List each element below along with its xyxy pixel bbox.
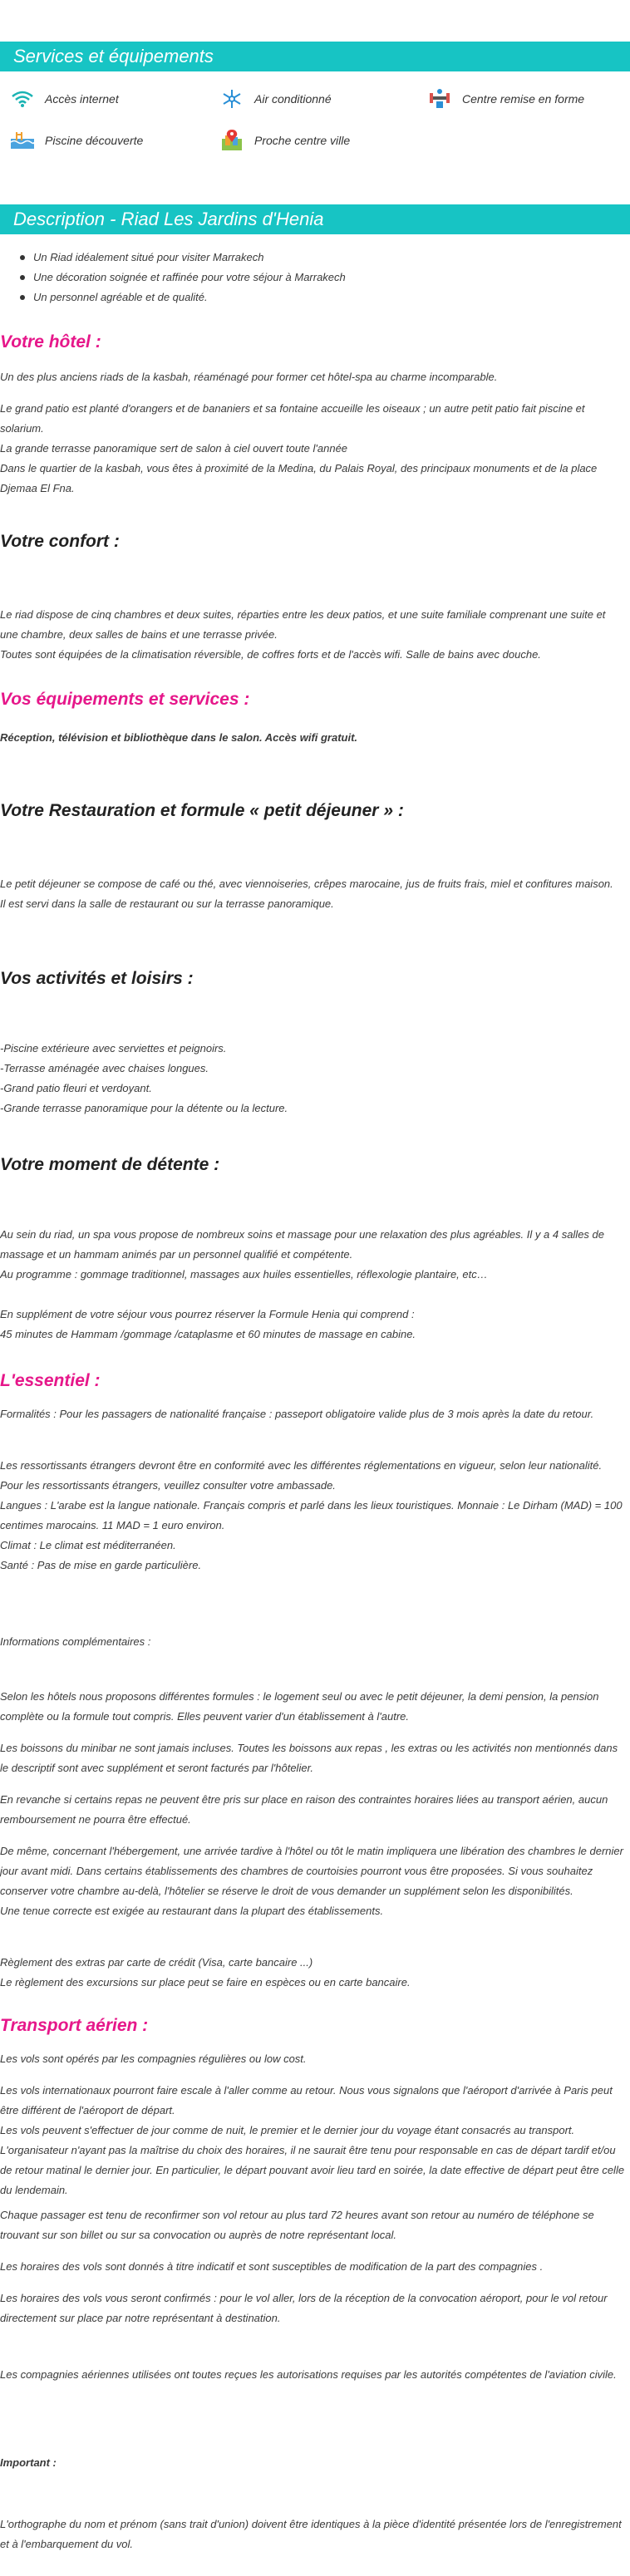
list-item: Une décoration soignée et raffinée pour votre séjour à Marrakech [20,268,346,288]
snowflake-icon [219,88,244,110]
paragraph-transport-6: Les compagnies aériennes utilisées ont toutes reçues les autorisations requises par les autorités compétentes de l'aviation civile. [0,2368,617,2381]
important-label: Important : [0,2456,57,2469]
services-heading: Services et équipements [0,42,630,71]
section-title-hotel: Votre hôtel : [0,332,101,351]
paragraph-hotel-2: Le grand patio est planté d'orangers et de bananiers et sa fontaine accueille les oiseaux ; un autre petit patio fait piscine et solarium. La grande terrasse panoramique sert de salon à ciel ouvert toute l'année Dans le quartier de la kasbah, vous êtes à proximité de la Medina, du Palais Royal, des principaux monuments et de la place Djemaa El Fna. [0,402,598,494]
paragraph-hotel-1: Un des plus anciens riads de la kasbah, réaménagé pour former cet hôtel-spa au charme incomparable. [0,371,498,383]
service-label: Proche centre ville [254,134,351,147]
service-aircon [219,88,332,110]
service-label: Piscine découverte [45,134,144,147]
service-fitness [427,88,584,110]
paragraph-info-3: En revanche si certains repas ne peuvent être pris sur place en raison des contraintes horaires liées au transport aérien, aucun remboursement ne pourra être effectué. [0,1793,608,1826]
list-item: Un personnel agréable et de qualité. [20,288,346,307]
paragraph-essentiel-2: Les ressortissants étrangers devront être en conformité avec les différentes réglementations en vigueur, selon leur nationalité. Pour les ressortissants étrangers, veuillez consulter votre ambassade. Langues : L'arabe est la langue nationale. Français compris et parlé dans les lieux touristiques. Monnaie : Le Dirham (MAD) = 100 centimes marocains. 11 MAD = 1 euro environ. Climat : Le climat est méditerranéen. Santé : Pas de mise en garde particulière. [0,1459,623,1571]
section-title-detente: Votre moment de détente : [0,1155,220,1174]
service-city [219,130,350,151]
paragraph-restauration: Le petit déjeuner se compose de café ou thé, avec viennoiseries, crêpes marocaine, jus de fruits frais, miel et confitures maison. Il est servi dans la salle de restaurant ou sur la terrasse panoramique. [0,878,613,910]
section-title-equipements: Vos équipements et services : [0,690,250,709]
city-pin-icon [219,130,244,151]
service-label: Centre remise en forme [462,92,585,106]
paragraph-essentiel-1: Formalités : Pour les passagers de nationalité française : passeport obligatoire valide plus de 3 mois après la date du retour. [0,1408,594,1420]
paragraph-detente-2: En supplément de votre séjour vous pourrez réserver la Formule Henia qui comprend : 45 minutes de Hammam /gommage /cataplasme et 60 minutes de massage en cabine. [0,1308,416,1340]
section-title-restauration: Votre Restauration et formule « petit déjeuner » : [0,801,404,820]
section-title-transport: Transport aérien : [0,2016,149,2035]
paragraph-transport-4: Les horaires des vols sont donnés à titre indicatif et sont susceptibles de modification de la part des compagnies . [0,2260,544,2273]
fitness-icon [427,88,452,110]
section-title-loisirs: Vos activités et loisirs : [0,969,194,988]
section-title-essentiel: L'essentiel : [0,1371,101,1390]
service-label: Accès internet [45,92,119,106]
paragraph-transport-3: Chaque passager est tenu de reconfirmer son vol retour au plus tard 72 heures avant son retour au numéro de téléphone se trouvant sur son billet ou sur sa convocation ou auprès de notre représentant local. [0,2209,594,2241]
section-title-confort: Votre confort : [0,532,120,551]
paragraph-transport-2: Les vols internationaux pourront faire escale à l'aller comme au retour. Nous vous signalons que l'aéroport d'arrivée à Paris peut être différent de l'aéroport de départ. Les vols peuvent s'effectuer de jour comme de nuit, le premier et le dernier jour du voyage étant consacrés au transport. L'organisateur n'ayant pas la maîtrise du choix des horaires, il ne saurait être tenu pour responsable en cas de départ tardif et/ou de retour matinal le dernier jour. En particulier, le départ pouvant avoir lieu tard en soirée, la date effective de départ peut être celle du lendemain. [0,2084,625,2196]
paragraph-important: L'orthographe du nom et prénom (sans trait d'union) doivent être identiques à la pièce d'identité présentée lors de l'enregistrement et à l'embarquement du vol. [0,2518,622,2550]
service-pool [10,130,143,151]
description-heading: Description - Riad Les Jardins d'Henia [0,204,630,234]
service-internet [10,88,119,110]
paragraph-equipements: Réception, télévision et bibliothèque dans le salon. Accès wifi gratuit. [0,731,358,744]
paragraph-info-2: Les boissons du minibar ne sont jamais incluses. Toutes les boissons aux repas , les extras ou les activités non mentionnés dans le descriptif sont avec supplément et seront facturés par l'hôtelier. [0,1742,618,1774]
paragraph-info-5: Règlement des extras par carte de crédit (Visa, carte bancaire ...) Le règlement des excursions sur place peut se faire en espèces ou en carte bancaire. [0,1956,411,1989]
service-label: Air conditionné [254,92,332,106]
paragraph-info-4: De même, concernant l'hébergement, une arrivée tardive à l'hôtel ou tôt le matin impliquera une libération des chambres le dernier jour avant midi. Dans certains établissements des chambres de courtoisies pourront vous être proposées. Si vous souhaitez conserver votre chambre au-delà, l'hôtelier se réserve le droit de vous demander un supplément selon les disponibilités. Une tenue correcte est exigée au restaurant dans la plupart des établissements. [0,1845,623,1917]
list-item: Un Riad idéalement situé pour visiter Marrakech [20,248,346,268]
wifi-icon [10,88,35,110]
paragraph-detente-1: Au sein du riad, un spa vous propose de nombreux soins et massage pour une relaxation des plus agréables. Il y a 4 salles de massage et un hammam animés par un personnel qualifié et compétente. Au programme : gommage traditionnel, massages aux huiles essentielles, réflexologie plantaire, etc… [0,1228,604,1281]
paragraph-transport-1: Les vols sont opérés par les compagnies régulières ou low cost. [0,2052,307,2065]
paragraph-info-1: Selon les hôtels nous proposons différentes formules : le logement seul ou avec le petit déjeuner, la demi pension, la pension complète ou la formule tout compris. Elles peuvent varier d'un établissement à l'autre. [0,1690,599,1723]
info-complementaires-label: Informations complémentaires : [0,1635,151,1648]
pool-icon [10,130,35,151]
description-bullets [20,248,346,307]
paragraph-loisirs: -Piscine extérieure avec serviettes et peignoirs. -Terrasse aménagée avec chaises longues. -Grand patio fleuri et verdoyant. -Grande terrasse panoramique pour la détente ou la lecture. [0,1042,288,1114]
paragraph-confort: Le riad dispose de cinq chambres et deux suites, réparties entre les deux patios, et une suite familiale comprenant une suite et une chambre, deux salles de bains et une terrasse privée. Toutes sont équipées de la climatisation réversible, de coffres forts et de l'accès wifi. Salle de bains avec douche. [0,608,606,661]
paragraph-transport-5: Les horaires des vols vous seront confirmés : pour le vol aller, lors de la réception de la convocation aéroport, pour le vol retour directement sur place par notre représentant à destination. [0,2292,608,2324]
